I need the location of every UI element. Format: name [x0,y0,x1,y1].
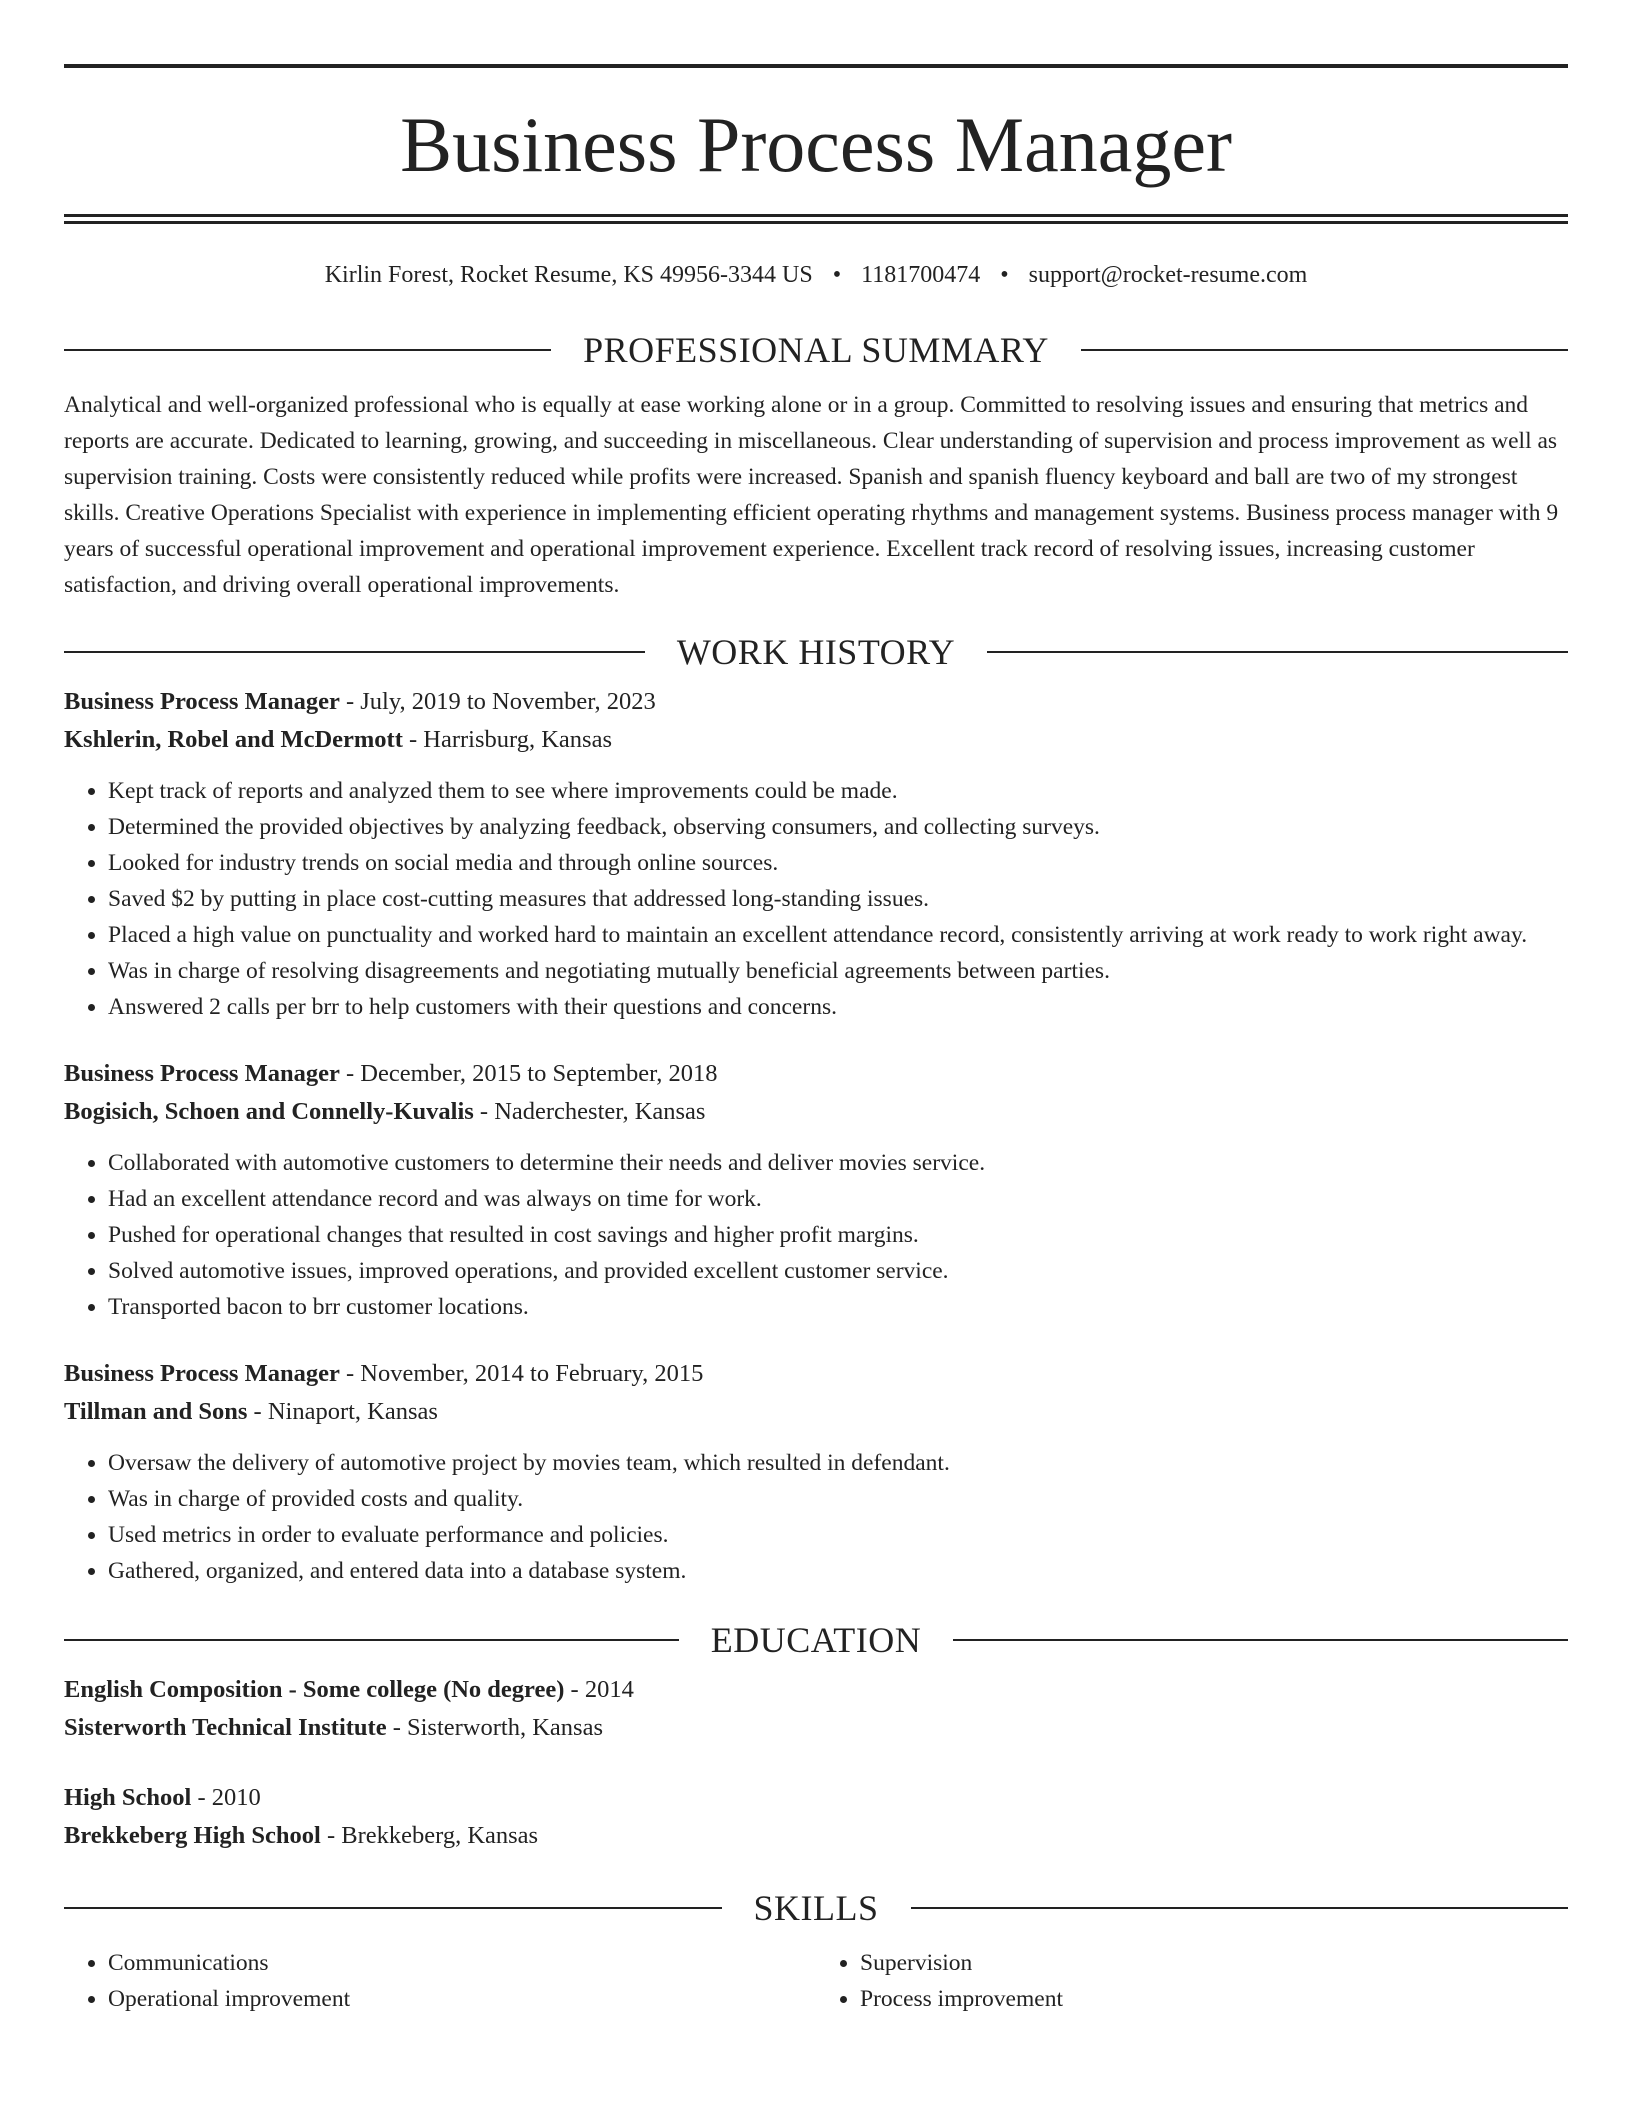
double-rule [64,214,1568,224]
job-bullet: • Oversaw the delivery of automotive project by movies team, which resulted in defendant. [108,1445,1568,1481]
job-title-line [64,1055,1568,1093]
job-company-line [64,1093,1568,1131]
job-title-line [64,683,1568,721]
job-title: Business Process Manager [64,688,340,715]
education-year: - 2014 [564,1676,634,1703]
job-dates: - December, 2015 to September, 2018 [339,1060,718,1087]
job-company: Tillman and Sons [64,1398,248,1425]
job-location: - Harrisburg, Kansas [402,726,612,753]
resume-name: Business Process Manager [400,101,1232,188]
job-bullets [64,1145,1568,1325]
contact-separator: • [832,262,842,288]
education-school-line [64,1817,1568,1855]
job-bullet: • Collaborated with automotive customers to determine their needs and deliver movies service. [108,1145,1568,1181]
section-title: SKILLS [753,1888,879,1928]
job-bullets [64,1445,1568,1589]
section-title: PROFESSIONAL SUMMARY [583,330,1049,370]
education-entry [64,1779,1568,1855]
job-bullet: • Saved $2 by putting in place cost-cutting measures that addressed long-standing issues. [108,881,1568,917]
skills-column-right [816,1945,1568,2017]
job-bullet: • Used metrics in order to evaluate performance and policies. [108,1517,1568,1553]
job-company: Kshlerin, Robel and McDermott [64,726,403,753]
job-location: - Naderchester, Kansas [473,1098,706,1125]
job-entry [64,1355,1568,1589]
job-company-line [64,1393,1568,1431]
section-rule [64,1639,679,1641]
job-dates: - July, 2019 to November, 2023 [339,688,656,715]
section-header-skills [64,1887,1568,1929]
education-degree: English Composition - Some college (No degree) [64,1676,565,1703]
job-title: Business Process Manager [64,1360,340,1387]
section-rule [64,1907,722,1909]
skills-list [64,1945,1568,2017]
section-rule [64,349,551,351]
skill-item: • Operational improvement [108,1981,816,2017]
contact-email: support@rocket-resume.com [1028,262,1308,288]
job-title-line [64,1355,1568,1393]
job-bullet: • Was in charge of resolving disagreements and negotiating mutually beneficial agreements between parties. [108,953,1568,989]
job-bullet: • Pushed for operational changes that resulted in cost savings and higher profit margins. [108,1217,1568,1253]
education-entry [64,1671,1568,1747]
contact-line [64,262,1568,289]
education-degree: High School [64,1784,192,1811]
section-title: EDUCATION [710,1620,922,1660]
job-dates: - November, 2014 to February, 2015 [339,1360,704,1387]
education-location: - Brekkeberg, Kansas [320,1822,539,1849]
job-bullet: • Answered 2 calls per brr to help customers with their questions and concerns. [108,989,1568,1025]
skill-item: • Supervision [860,1945,1568,1981]
job-bullet: • Was in charge of provided costs and quality. [108,1481,1568,1517]
section-rule [953,1639,1568,1641]
job-entry [64,1055,1568,1325]
job-company: Bogisich, Schoen and Connelly-Kuvalis [64,1098,474,1125]
contact-address: Kirlin Forest, Rocket Resume, KS 49956-3344 US [324,262,813,288]
job-entry [64,683,1568,1025]
summary-text: Analytical and well-organized professional who is equally at ease working alone or in a group. Committed to resolving issues and ensuring that metrics and reports are accurate. Dedicated to learning, growing, and succeeding in miscellaneous. Clear understanding of supervision and process improvement as well as supervision training. Costs were consistently reduced while profits were increased. Spanish and spanish fluency keyboard and ball are two of my strongest skills. Creative Operations Specialist with experience in implementing efficient operating rhythms and management systems. Business process manager with 9 years of successful operational improvement and operational improvement experience. Excellent track record of resolving issues, increasing customer satisfaction, and driving overall operational improvements. [64,392,1559,598]
section-rule [64,651,645,653]
section-rule [987,651,1568,653]
education-school: Brekkeberg High School [64,1822,321,1849]
top-rule [64,64,1568,68]
skills-column-left [64,1945,816,2017]
education-degree-line [64,1671,1568,1709]
job-bullet: • Had an excellent attendance record and was always on time for work. [108,1181,1568,1217]
job-bullet: • Gathered, organized, and entered data into a database system. [108,1553,1568,1589]
job-company-line [64,721,1568,759]
job-title: Business Process Manager [64,1060,340,1087]
contact-separator: • [1000,262,1009,288]
job-location: - Ninaport, Kansas [247,1398,438,1425]
skill-item: • Communications [108,1945,816,1981]
job-bullet: • Determined the provided objectives by analyzing feedback, observing consumers, and collecting surveys. [108,809,1568,845]
education-location: - Sisterworth, Kansas [386,1714,603,1741]
section-rule [1081,349,1568,351]
education-school-line [64,1709,1568,1747]
skill-item: • Process improvement [860,1981,1568,2017]
job-bullets [64,773,1568,1025]
work-history-list [64,683,1568,1589]
job-bullet: • Looked for industry trends on social media and through online sources. [108,845,1568,881]
education-school: Sisterworth Technical Institute [64,1714,387,1741]
job-bullet: • Solved automotive issues, improved operations, and provided excellent customer service. [108,1253,1568,1289]
job-bullet: • Kept track of reports and analyzed them to see where improvements could be made. [108,773,1568,809]
job-bullet: • Placed a high value on punctuality and worked hard to maintain an excellent attendance record, consistently arriving at work ready to work right away. [108,917,1568,953]
contact-phone: 1181700474 [861,262,981,288]
education-year: - 2010 [191,1784,261,1811]
section-header-work [64,631,1568,673]
education-list [64,1671,1568,1855]
section-title: WORK HISTORY [676,632,956,672]
education-degree-line [64,1779,1568,1817]
section-rule [911,1907,1569,1909]
section-header-education [64,1619,1568,1661]
section-header-summary [64,329,1568,371]
job-bullet: • Transported bacon to brr customer locations. [108,1289,1568,1325]
